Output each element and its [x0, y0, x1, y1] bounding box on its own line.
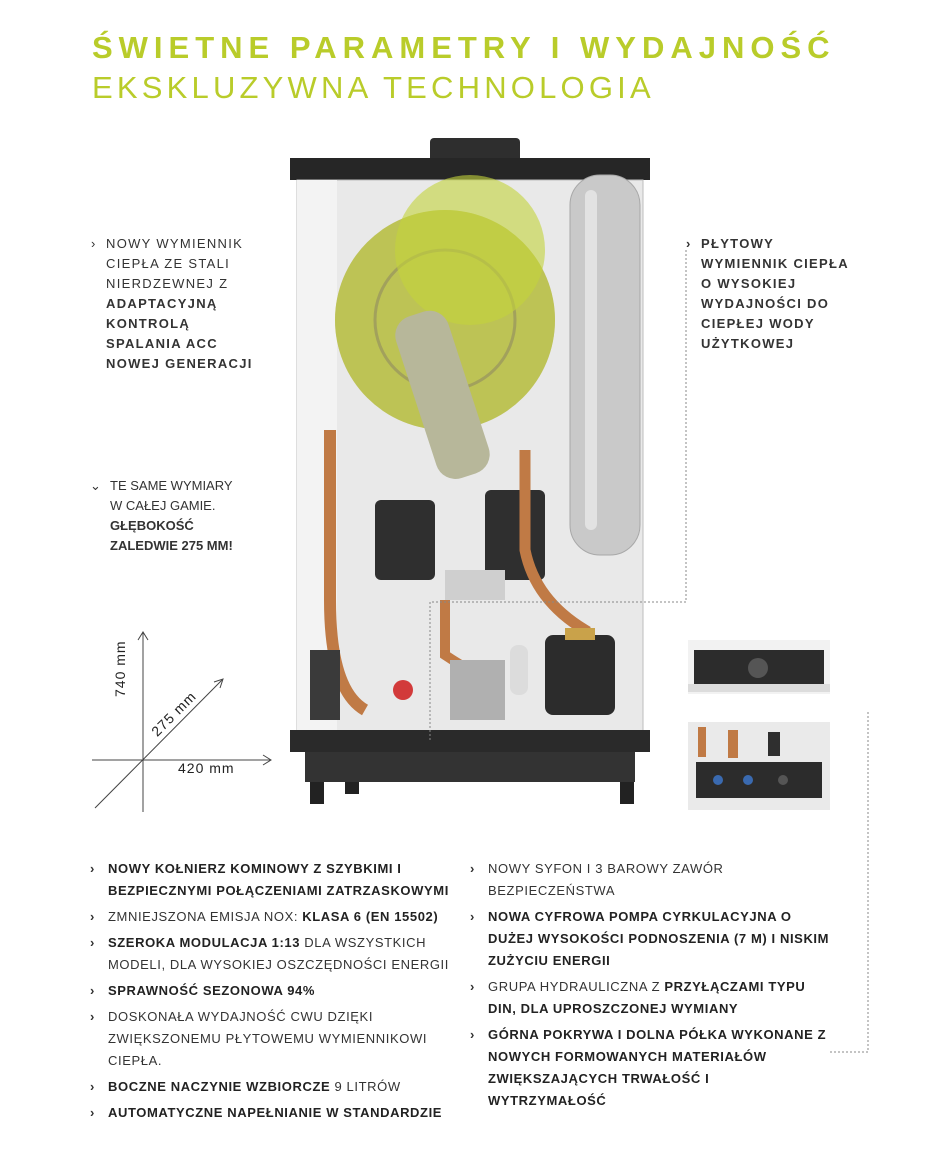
list-item: › SPRAWNOŚĆ SEZONOWA 94% [90, 980, 460, 1002]
callout-line: WYMIENNIK CIEPŁA [701, 256, 849, 271]
features-right [470, 858, 830, 1116]
list-item: › NOWY SYFON I 3 BAROWY ZAWÓR BEZPIECZEŃSTWA [470, 858, 830, 902]
callout-line: W CAŁEJ GAMIE. [110, 498, 216, 513]
callout-plate-exchanger [686, 234, 849, 354]
callout-line: NOWEJ GENERACJI [106, 356, 253, 371]
list-item: › SZEROKA MODULACJA 1:13 DLA WSZYSTKICH MODELI, DLA WYSOKIEJ OSZCZĘDNOŚCI ENERGII [90, 932, 460, 976]
callout-line: UŻYTKOWEJ [701, 336, 795, 351]
list-item: › NOWA CYFROWA POMPA CYRKULACYJNA O DUŻEJ WYSOKOŚCI PODNOSZENIA (7 M) I NISKIM ZUŻYCIU ENERGII [470, 906, 830, 972]
chevron-right-icon: › [91, 236, 97, 251]
list-item: › ZMNIEJSZONA EMISJA NOX: KLASA 6 (EN 15502) [90, 906, 460, 928]
callout-line: PŁYTOWY [701, 236, 775, 251]
callout-line: NOWY WYMIENNIK [106, 236, 244, 251]
callout-line: TE SAME WYMIARY [110, 478, 233, 493]
chevron-down-icon: ⌄ [90, 478, 101, 493]
callout-line: KONTROLĄ [106, 316, 191, 331]
dimension-width: 420 mm [178, 760, 235, 776]
chevron-right-icon: › [90, 1079, 95, 1094]
callout-exchanger [91, 234, 253, 374]
chevron-right-icon: › [90, 1105, 95, 1120]
chevron-right-icon: › [470, 909, 475, 924]
chevron-right-icon: › [90, 983, 95, 998]
list-item: › GRUPA HYDRAULICZNA Z PRZYŁĄCZAMI TYPU DIN, DLA UPROSZCZONEJ WYMIANY [470, 976, 830, 1020]
callout-line: NIERDZEWNEJ Z [106, 276, 229, 291]
chevron-right-icon: › [470, 979, 475, 994]
dimension-depth: 275 mm [148, 687, 200, 740]
list-item: › BOCZNE NACZYNIE WZBIORCZE 9 LITRÓW [90, 1076, 460, 1098]
chevron-right-icon: › [470, 1027, 475, 1042]
callout-line: ADAPTACYJNĄ [106, 296, 218, 311]
callout-line: CIEPŁA ZE STALI [106, 256, 231, 271]
list-item: › DOSKONAŁA WYDAJNOŚĆ CWU DZIĘKI ZWIĘKSZONEMU PŁYTOWEMU WYMIENNIKOWI CIEPŁA. [90, 1006, 460, 1072]
chevron-right-icon: › [686, 236, 692, 251]
chevron-right-icon: › [90, 1009, 95, 1024]
top-cover-thumbnail [688, 640, 830, 694]
features-left [90, 858, 460, 1128]
callout-line: SPALANIA ACC [106, 336, 218, 351]
callout-line: WYDAJNOŚCI DO [701, 296, 830, 311]
list-item: › GÓRNA POKRYWA I DOLNA PÓŁKA WYKONANE Z NOWYCH FORMOWANYCH MATERIAŁÓW ZWIĘKSZAJĄCYCH TRWAŁOŚĆ I WYTRZYMAŁOŚĆ [470, 1024, 830, 1112]
callout-line: CIEPŁEJ WODY [701, 316, 815, 331]
dimension-height: 740 mm [112, 640, 128, 697]
chevron-right-icon: › [470, 861, 475, 876]
page-subtitle: EKSKLUZYWNA TECHNOLOGIA [92, 70, 655, 105]
chevron-right-icon: › [90, 909, 95, 924]
bottom-shelf-thumbnail [688, 722, 830, 810]
chevron-right-icon: › [90, 935, 95, 950]
callout-dimensions [90, 476, 233, 556]
page-title: ŚWIETNE PARAMETRY I WYDAJNOŚĆ [92, 30, 836, 65]
callout-line: O WYSOKIEJ [701, 276, 797, 291]
callout-line: ZALEDWIE 275 MM! [110, 538, 233, 553]
chevron-right-icon: › [90, 861, 95, 876]
list-item: › AUTOMATYCZNE NAPEŁNIANIE W STANDARDZIE [90, 1102, 460, 1124]
callout-line: GŁĘBOKOŚĆ [110, 518, 194, 533]
list-item: › NOWY KOŁNIERZ KOMINOWY Z SZYBKIMI I BEZPIECZNYMI POŁĄCZENIAMI ZATRZASKOWYMI [90, 858, 460, 902]
